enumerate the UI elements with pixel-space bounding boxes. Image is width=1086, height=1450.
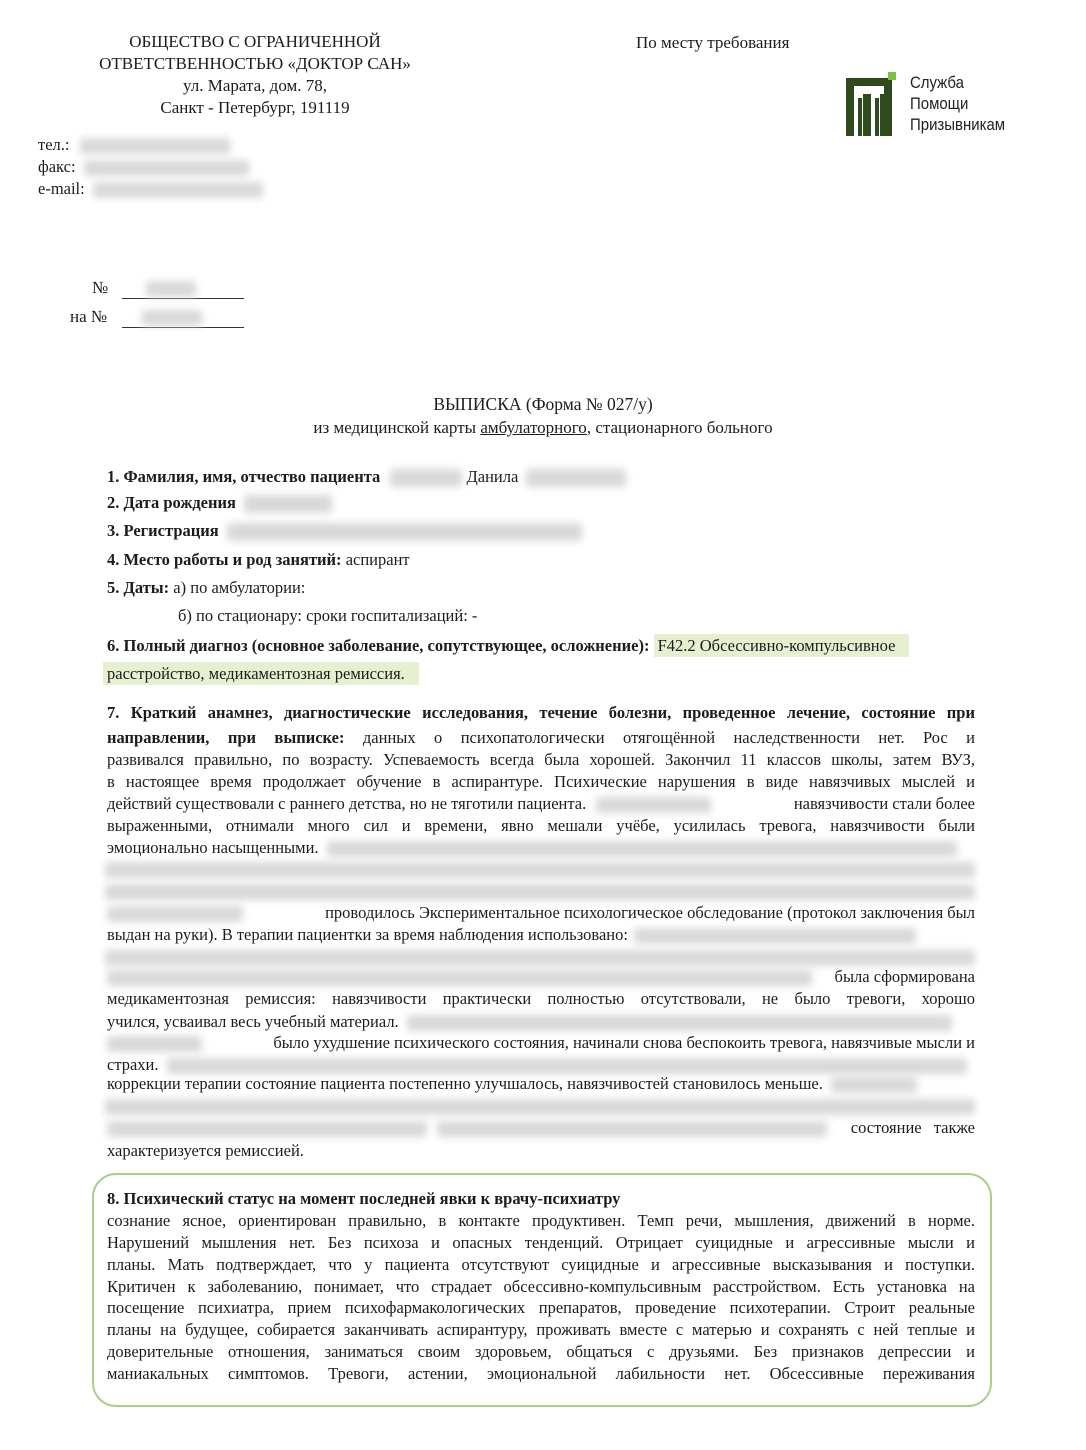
redacted-line — [105, 884, 975, 900]
field-2-birth-date: 2. Дата рождения — [107, 493, 975, 513]
section-8-line: посещение психиатра, прием психофармакологических препаратов, проведение психотерапии. Строит реальные — [107, 1298, 975, 1317]
document-title: ВЫПИСКА (Форма № 027/у) — [433, 394, 653, 414]
section-7-line21: состояние также — [107, 1118, 975, 1138]
dates-hospital: б) по стационару: сроки госпитализаций: - — [178, 606, 478, 625]
field-6-diagnosis — [107, 636, 975, 656]
section-7-line2: направлении, при выписке: данных о психопатологически отягощённой наследственности нет. Рос и — [107, 728, 975, 747]
redacted-tel — [80, 138, 230, 154]
logo-mark-icon — [846, 72, 904, 136]
redacted-line — [105, 862, 975, 878]
occupation-value: аспирант — [345, 550, 410, 569]
ref-number-label: на № — [70, 307, 108, 326]
document-subtitle: из медицинской карты амбулаторного, стационарного больного — [313, 418, 773, 437]
ref-number-line — [122, 307, 244, 328]
logo-line2: Помощи — [910, 94, 969, 113]
org-address-street: ул. Марата, дом. 78, — [182, 76, 328, 95]
doc-number-line — [122, 278, 244, 299]
fax-label: факс: — [38, 157, 76, 176]
section-7-line17: было ухудшение психического состояния, начинали снова беспокоить тревога, навязчивые мысли и — [107, 1033, 975, 1053]
email-label: e-mail: — [38, 179, 85, 198]
dates-ambulatory: а) по амбулатории: — [173, 578, 306, 597]
section-7-line3: развивался правильно, по возрасту. Успеваемость всегда была хорошей. Закончил 11 классов школы, затем ВУЗ, — [107, 750, 975, 769]
diagnosis-value-line1: F42.2 Обсессивно-компульсивное — [654, 634, 910, 657]
section-7-line16: учился, усваивал весь учебный материал. — [107, 1012, 975, 1032]
redacted-line — [105, 1099, 975, 1115]
redacted-doc-number — [146, 281, 196, 297]
section-7-line18: страхи. — [107, 1055, 975, 1075]
section-8-line: планы. Мать подтверждает, что у пациента отсутствуют суицидные и агрессивные высказывания и поступки. — [107, 1255, 975, 1274]
redacted-text — [437, 1121, 827, 1137]
logo-text — [910, 72, 1005, 135]
redacted-email — [93, 182, 263, 198]
logo-line1: Служба — [910, 73, 964, 92]
section-7-line22: характеризуется ремиссией. — [107, 1141, 304, 1160]
redacted-patronymic — [526, 469, 626, 487]
redacted-ref-number — [142, 310, 202, 326]
doc-number-label: № — [92, 278, 109, 297]
field-1-patient-name: 1. Фамилия, имя, отчество пациента Данила — [107, 467, 975, 487]
logo — [846, 72, 1046, 138]
contact-tel — [38, 134, 263, 156]
diagnosis-line2 — [103, 664, 971, 684]
diagnosis-value-line2: расстройство, медикаментозная ремиссия. — [103, 662, 419, 685]
section-7-line5: действий существовали с раннего детства, но не тяготили пациента. навязчивости стали более — [107, 794, 975, 813]
redacted-text — [107, 1121, 427, 1137]
ref-number-row — [70, 307, 107, 327]
section-7-line19: коррекции терапии состояние пациента постепенно улучшалось, навязчивостей становилось меньше. — [107, 1074, 975, 1094]
section-8-line: маниакальных симптомов. Тревоги, астении, эмоциональной лабильности нет. Обсессивные переживания — [107, 1364, 975, 1383]
section-7-line11: выдан на руки). В терапии пациентки за время наблюдения использовано: — [107, 925, 975, 945]
redacted-text — [407, 1015, 952, 1031]
section-7-line4: в настоящее время продолжает обучение в аспирантуре. Психические нарушения в виде навязчивых мыслей и — [107, 772, 975, 791]
redacted-text — [831, 1077, 917, 1093]
redacted-registration — [227, 523, 582, 541]
field-3-registration: 3. Регистрация — [107, 521, 975, 541]
org-name-line2: ОТВЕТСТВЕННОСТЬЮ «ДОКТОР САН» — [99, 54, 411, 73]
redacted-text — [107, 970, 812, 986]
section-7-line6: выраженными, отнимали много сил и времени, явно мешали учёбе, усилилась тревога, навязчивости были — [107, 816, 975, 835]
redacted-text — [107, 906, 243, 922]
contacts-block — [38, 134, 263, 200]
diagnosis-label: 6. Полный диагноз (основное заболевание, сопутствующее, осложнение): — [107, 636, 650, 655]
redacted-fax — [84, 160, 249, 176]
section-7-line14: была сформирована — [107, 967, 975, 987]
section-7-line15: медикаментозная ремиссия: навязчивости практически полностью отсутствовали, не было тревоги, хорошо — [107, 989, 975, 1008]
patient-first-name: Данила — [466, 467, 519, 486]
section-8-line: Нарушений мышления нет. Без психоза и опасных тенденций. Отрицает суицидные и агрессивные мысли и — [107, 1233, 975, 1252]
logo-line3: Призывникам — [910, 115, 1006, 134]
section-8-line: доверительные отношения, заниматься своим здоровьем, общаться с друзьями. Без признаков депрессии и — [107, 1342, 975, 1361]
doc-number-row — [92, 278, 108, 298]
redacted-text — [634, 928, 916, 944]
contact-fax — [38, 156, 263, 178]
section-8-line: Критичен к заболеванию, понимает, что страдает обсессивно-компульсивным расстройством. Есть установка на — [107, 1277, 975, 1296]
redacted-surname — [390, 469, 462, 487]
section-8-title: 8. Психический статус на момент последней явки к врачу-психиатру — [107, 1189, 621, 1208]
org-address-city: Санкт - Петербург, 191119 — [160, 98, 350, 117]
contact-email — [38, 178, 263, 200]
redacted-text — [107, 1036, 202, 1052]
subtitle-underlined: амбулаторного — [480, 418, 587, 437]
redacted-text — [167, 1058, 967, 1074]
section-8-line: сознание ясное, ориентирован правильно, в контакте продуктивен. Темп речи, мышления, движений в норме. — [107, 1211, 975, 1230]
request-place: По месту требования — [636, 33, 790, 52]
section-7-label: 7. Краткий анамнез, диагностические исследования, течение болезни, проведенное лечение, состояние при — [107, 703, 975, 722]
section-8-line: планы на будущее, собирается заканчивать аспирантуру, проживать вместе с матерью и сохранять с ней теплые и — [107, 1320, 975, 1339]
redacted-birth-date — [244, 495, 332, 513]
section-7-line7: эмоционально насыщенными. — [107, 838, 975, 858]
redacted-text — [327, 841, 957, 857]
section-7-line10: проводилось Экспериментальное психологическое обследование (протокол заключения был — [107, 903, 975, 923]
organization-header — [40, 31, 470, 119]
redacted-line — [105, 950, 975, 966]
redacted-text — [596, 797, 711, 813]
field-5-dates: 5. Даты: а) по амбулатории: — [107, 578, 306, 597]
org-name-line1: ОБЩЕСТВО С ОГРАНИЧЕННОЙ — [129, 32, 381, 51]
tel-label: тел.: — [38, 135, 70, 154]
field-4-occupation: 4. Место работы и род занятий: аспирант — [107, 550, 410, 569]
